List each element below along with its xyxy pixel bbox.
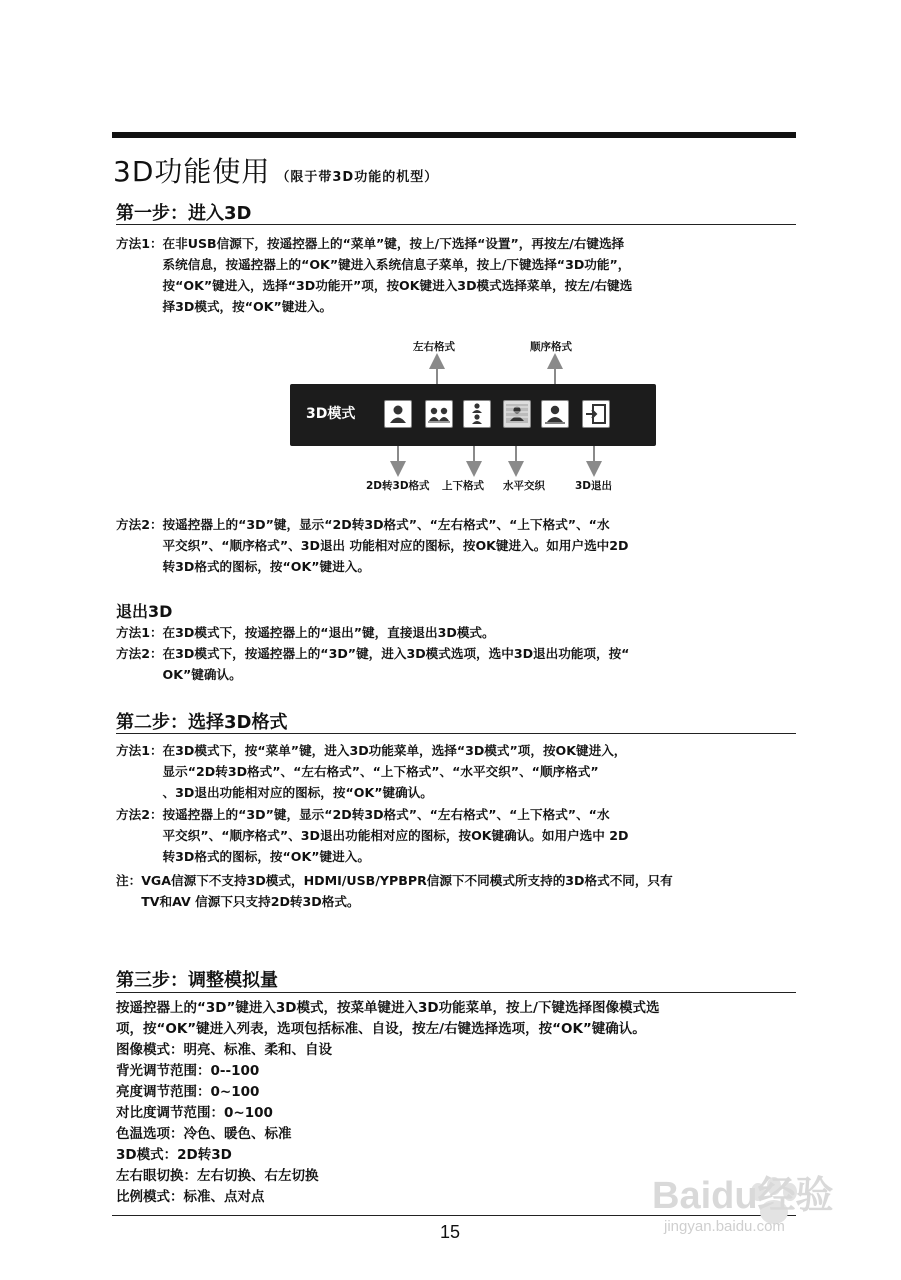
text-line: 按遥控器上的“3D”键进入3D模式，按菜单键进入3D功能菜单，按上/下键选择图像模式选	[116, 1000, 660, 1016]
text-line: VGA信源下不支持3D模式，HDMI/USB/YPBPR信源下不同模式所支持的3D格式不同，只有	[141, 873, 673, 888]
method-label: 方法1：	[116, 625, 163, 640]
caption-interlace: 水平交织	[503, 480, 545, 492]
text-line: 色温选项：冷色、暖色、标准	[116, 1126, 292, 1142]
text-line: 在非USB信源下，按遥控器上的“菜单”键，按上/下选择“设置”，再按左/右键选择	[162, 236, 625, 251]
text-line: 左右眼切换：左右切换、右左切换	[116, 1168, 319, 1184]
step2-method1	[116, 740, 800, 803]
text-line: 比例模式：标准、点对点	[116, 1189, 265, 1205]
step2-method2	[116, 804, 800, 867]
method-label: 方法2：	[116, 646, 163, 661]
top-bottom-icon	[464, 401, 490, 427]
watermark-brand: Baidu经验	[652, 1175, 834, 1217]
step1-underline	[116, 224, 796, 225]
exit3d-heading: 退出3D	[116, 602, 173, 621]
note-label: 注：	[116, 873, 142, 888]
3d-mode-menu	[290, 384, 656, 446]
text-line: 按遥控器上的“3D”键，显示“2D转3D格式”、“左右格式”、“上下格式”、“水	[162, 807, 610, 822]
caption-sequence: 顺序格式	[530, 341, 572, 353]
step2-heading: 第二步：选择3D格式	[116, 712, 288, 733]
menu-label: 3D模式	[306, 406, 356, 422]
text-line: 平交织”、“顺序格式”、3D退出 功能相对应的图标，按OK键进入。如用户选中2D	[162, 538, 629, 553]
text-line: 择3D模式，按“OK”键进入。	[162, 299, 333, 314]
step3-heading: 第三步：调整模拟量	[116, 970, 278, 991]
title-subtitle: （限于带3D功能的机型）	[276, 170, 439, 185]
text-line: 项，按“OK”键进入列表，选项包括标准、自设，按左/右键选择选项，按“OK”键确认。	[116, 1021, 646, 1037]
method-label: 方法2：	[116, 517, 163, 532]
top-rule	[112, 132, 796, 138]
tile-exit-3d[interactable]	[582, 400, 610, 428]
step1-method2	[116, 514, 800, 577]
page-title	[113, 150, 438, 190]
text-line: 平交织”、“顺序格式”、3D退出功能相对应的图标，按OK键确认。如用户选中 2D	[162, 828, 629, 843]
text-line: OK”键确认。	[162, 667, 242, 682]
text-line: 3D模式：2D转3D	[116, 1147, 232, 1163]
sequence-icon	[542, 401, 568, 427]
text-line: 显示“2D转3D格式”、“左右格式”、“上下格式”、“水平交织”、“顺序格式”	[162, 764, 599, 779]
text-line: 在3D模式下，按遥控器上的“退出”键，直接退出3D模式。	[162, 625, 495, 640]
text-line: 对比度调节范围：0~100	[116, 1105, 273, 1121]
interlace-icon	[504, 401, 530, 427]
text-line: 背光调节范围：0--100	[116, 1063, 260, 1079]
exit-3d-icon	[583, 401, 609, 427]
step1-heading: 第一步：进入3D	[116, 203, 252, 224]
page-number: 15	[440, 1222, 461, 1242]
text-line: 在3D模式下，按“菜单”键，进入3D功能菜单，选择“3D模式”项，按OK键进入，	[162, 743, 627, 758]
title-main: 3D功能使用	[113, 155, 271, 188]
tile-2d-to-3d[interactable]	[384, 400, 412, 428]
text-line: 图像模式：明亮、标准、柔和、自设	[116, 1042, 332, 1058]
tile-interlace[interactable]	[503, 400, 531, 428]
step1-method1	[116, 233, 800, 317]
method-label: 方法2：	[116, 807, 163, 822]
text-line: 按遥控器上的“3D”键，显示“2D转3D格式”、“左右格式”、“上下格式”、“水	[162, 517, 610, 532]
tile-sequence[interactable]	[541, 400, 569, 428]
step3-underline	[116, 992, 796, 993]
exit3d-method1	[116, 622, 800, 643]
method-label: 方法1：	[116, 743, 163, 758]
caption-side-by-side: 左右格式	[413, 341, 455, 353]
text-line: 亮度调节范围：0~100	[116, 1084, 260, 1100]
text-line: 转3D格式的图标，按“OK”键进入。	[162, 559, 370, 574]
caption-top-bottom: 上下格式	[442, 480, 484, 492]
text-line: 按“OK”键进入，选择“3D功能开”项，按OK键进入3D模式选择菜单，按左/右键选	[162, 278, 633, 293]
watermark-url: jingyan.baidu.com	[664, 1218, 785, 1235]
tile-top-bottom[interactable]	[463, 400, 491, 428]
step2-note	[116, 870, 800, 912]
side-by-side-icon	[426, 401, 452, 427]
caption-2d-to-3d: 2D转3D格式	[366, 480, 430, 492]
text-line: TV和AV 信源下只支持2D转3D格式。	[141, 894, 360, 909]
step2-underline	[116, 733, 796, 734]
text-line: 在3D模式下，按遥控器上的“3D”键，进入3D模式选项，选中3D退出功能项，按“	[162, 646, 630, 661]
text-line: 转3D格式的图标，按“OK”键进入。	[162, 849, 370, 864]
tile-side-by-side[interactable]	[425, 400, 453, 428]
text-line: 、3D退出功能相对应的图标，按“OK”键确认。	[162, 785, 433, 800]
text-line: 系统信息，按遥控器上的“OK”键进入系统信息子菜单，按上/下键选择“3D功能”，	[162, 257, 631, 272]
exit3d-method2	[116, 643, 800, 685]
caption-exit-3d: 3D退出	[575, 480, 613, 492]
method-label: 方法1：	[116, 236, 163, 251]
person-2d-icon	[385, 401, 411, 427]
